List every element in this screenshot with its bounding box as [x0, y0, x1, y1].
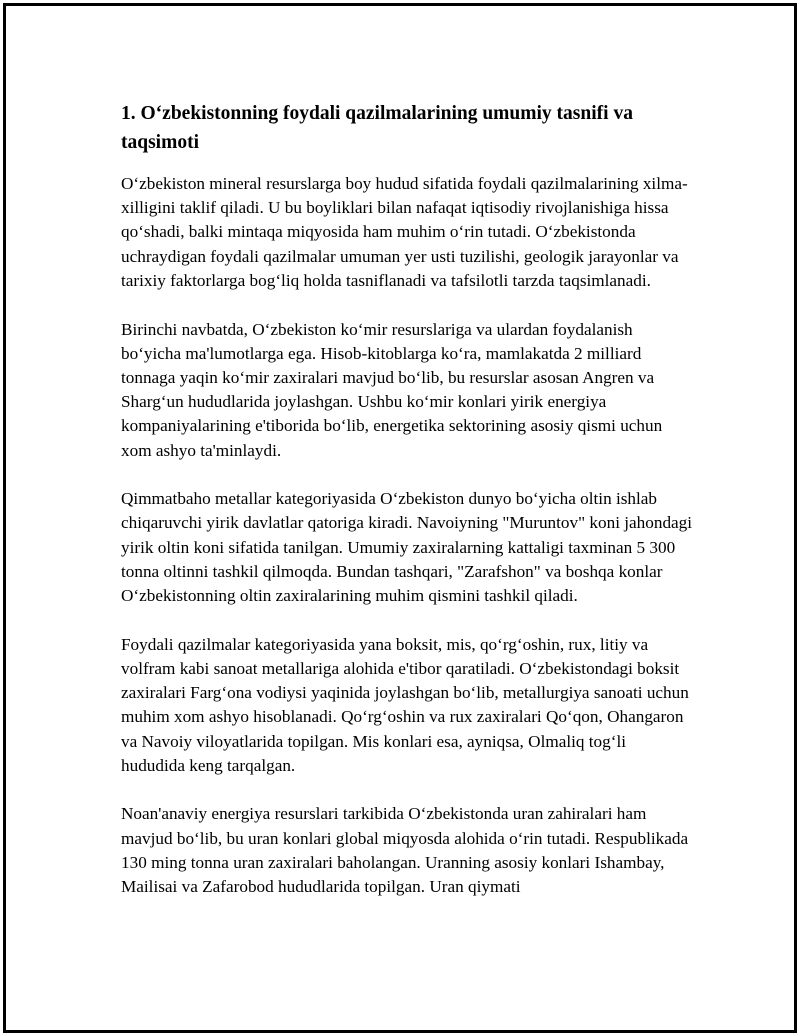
document-body — [121, 99, 693, 924]
paragraph-intro: O‘zbekiston mineral resurslarga boy hudud sifatida foydali qazilmalarining xilma-xilligini taklif qiladi. U bu boyliklari bilan nafaqat iqtisodiy rivojlanishiga hissa qo‘shadi, balki mintaqa miqyosida ham muhim o‘rin tutadi. O‘zbekistonda uchraydigan foydali qazilmalar umuman yer usti tuzilishi, geologik jarayonlar va tarixiy faktorlarga bog‘liq holda tasniflanadi va tafsilotli tarzda taqsimlanadi. — [121, 174, 688, 290]
paragraph-uranium: Noan'anaviy energiya resurslari tarkibida O‘zbekistonda uran zahiralari ham mavjud bo‘lib, bu uran konlari global miqyosda alohida o‘rin tutadi. Respublikada 130 ming tonna uran zaxiralari baholangan. Uranning asosiy konlari Ishambay, Mailisai va Zafarobod hududlarida topilgan. Uran qiymati — [121, 804, 689, 897]
section-heading: 1. O‘zbekistonning foydali qazilmalarining umumiy tasnifi va taqsimoti — [121, 103, 633, 153]
paragraph-gold: Qimmatbaho metallar kategoriyasida O‘zbekiston dunyo bo‘yicha oltin ishlab chiqaruvchi yirik davlatlar qatoriga kiradi. Navoiyning "Muruntov" koni jahondagi yirik oltin koni sifatida tanilgan. Umumiy zaxiralarning kattaligi taxminan 5 300 tonna oltinni tashkil qilmoqda. Bundan tashqari, "Zarafshon" va boshqa konlar O‘zbekistonning oltin zaxiralarining muhim qismini tashkil qiladi. — [121, 489, 693, 606]
page-frame — [3, 3, 797, 1033]
paragraph-industrial-metals: Foydali qazilmalar kategoriyasida yana boksit, mis, qo‘rg‘oshin, rux, litiy va volfram kabi sanoat metallariga alohida e'tibor qaratiladi. O‘zbekistondagi boksit zaxiralari Farg‘ona vodiysi yaqinida joylashgan bo‘lib, metallurgiya sanoati uchun muhim xom ashyo hisoblanadi. Qo‘rg‘oshin va rux zaxiralari Qo‘qon, Ohangaron va Navoiy viloyatlarida topilgan. Mis konlari esa, ayniqsa, Olmaliq tog‘li hududida keng tarqalgan. — [121, 634, 689, 775]
paragraph-coal: Birinchi navbatda, O‘zbekiston ko‘mir resurslariga va ulardan foydalanish bo‘yicha ma'lumotlarga ega. Hisob-kitoblarga ko‘ra, mamlakatda 2 milliard tonnaga yaqin ko‘mir zaxiralari mavjud bo‘lib, bu resurslar asosan Angren va Sharg‘un hududlarida joylashgan. Ushbu ko‘mir konlari yirik energiya kompaniyalarining e'tiborida bo‘lib, energetika sektorining asosiy qismi uchun xom ashyo ta'minlaydi. — [121, 319, 663, 460]
